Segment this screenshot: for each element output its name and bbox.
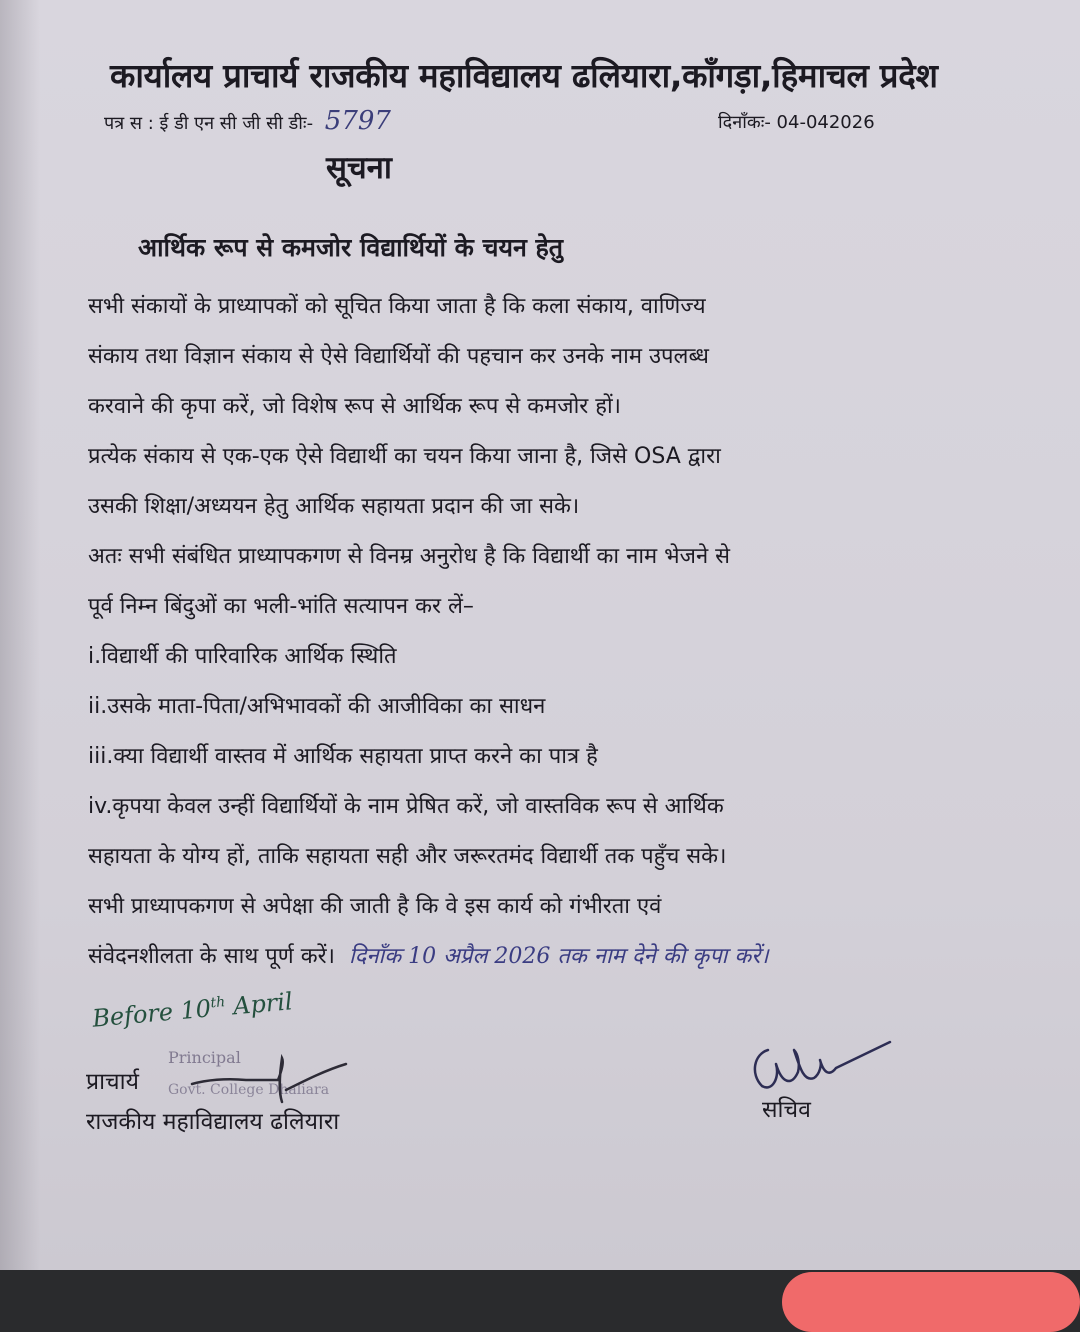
before-superscript: th (209, 994, 226, 1012)
notice-body (88, 282, 1048, 982)
body-line: संकाय तथा विज्ञान संकाय से ऐसे विद्यार्थियों की पहचान कर उनके नाम उपलब्ध (88, 344, 709, 369)
body-line: ii.उसके माता-पिता/अभिभावकों की आजीविका का साधन (88, 694, 546, 719)
ad-button[interactable] (782, 1272, 1080, 1332)
office-title: कार्यालय प्राचार्य राजकीय महाविद्यालय ढलियारा,काँगड़ा,हिमाचल प्रदेश (110, 56, 938, 95)
reference-number: 5797 (324, 106, 391, 136)
notice-subject: आर्थिक रूप से कमजोर विद्यार्थियों के चयन हेतु (138, 233, 564, 262)
body-line: i.विद्यार्थी की पारिवारिक आर्थिक स्थिति (88, 644, 397, 669)
body-last-line (88, 932, 1048, 982)
notice-heading: सूचना (326, 150, 392, 186)
body-line: प्रत्येक संकाय से एक-एक ऐसे विद्यार्थी का चयन किया जाना है, जिसे OSA द्वारा (88, 444, 721, 469)
handwritten-before-note (91, 987, 294, 1032)
letter-date: दिनाँकः- 04-042026 (718, 112, 875, 133)
secretary-label: सचिव (762, 1097, 811, 1123)
body-line: iv.कृपया केवल उन्हीं विद्यार्थियों के नाम प्रेषित करें, जो वास्तविक रूप से आर्थिक (88, 794, 724, 819)
principal-stamp-text: Principal (168, 1048, 241, 1067)
body-line: पूर्व निम्न बिंदुओं का भली-भांति सत्यापन कर लें– (88, 594, 474, 619)
before-month: April (231, 987, 294, 1021)
body-line: सहायता के योग्य हों, ताकि सहायता सही और जरूरतमंद विद्यार्थी तक पहुँच सके। (88, 844, 727, 869)
handwritten-deadline: दिनाँक 10 अप्रैल 2026 तक नाम देने की कृपा करें। (348, 944, 769, 969)
reference-line (104, 106, 391, 136)
body-line: उसकी शिक्षा/अध्ययन हेतु आर्थिक सहायता प्रदान की जा सके। (88, 494, 580, 519)
reference-prefix: पत्र स : ई डी एन सी जी सी डीः- (104, 113, 314, 134)
college-stamp-text: Govt. College Dhaliara (168, 1082, 330, 1098)
closing-text: संवेदनशीलता के साथ पूर्ण करें। (88, 944, 335, 969)
secretary-signature-icon (740, 1034, 900, 1098)
body-line: सभी संकायों के प्राध्यापकों को सूचित किया जाता है कि कला संकाय, वाणिज्य (88, 294, 706, 319)
principal-label: प्राचार्य (86, 1069, 139, 1095)
page-shadow (0, 0, 40, 1270)
body-line: iii.क्या विद्यार्थी वास्तव में आर्थिक सहायता प्राप्त करने का पात्र है (88, 744, 598, 769)
body-line: अतः सभी संबंधित प्राध्यापकगण से विनम्र अनुरोध है कि विद्यार्थी का नाम भेजने से (88, 544, 731, 569)
body-line: करवाने की कृपा करें, जो विशेष रूप से आर्थिक रूप से कमजोर हों। (88, 394, 622, 419)
body-line: सभी प्राध्यापकगण से अपेक्षा की जाती है कि वे इस कार्य को गंभीरता एवं (88, 894, 662, 919)
college-name: राजकीय महाविद्यालय ढलियारा (86, 1109, 340, 1135)
principal-block (86, 1062, 339, 1142)
before-text: Before 10 (91, 994, 213, 1033)
